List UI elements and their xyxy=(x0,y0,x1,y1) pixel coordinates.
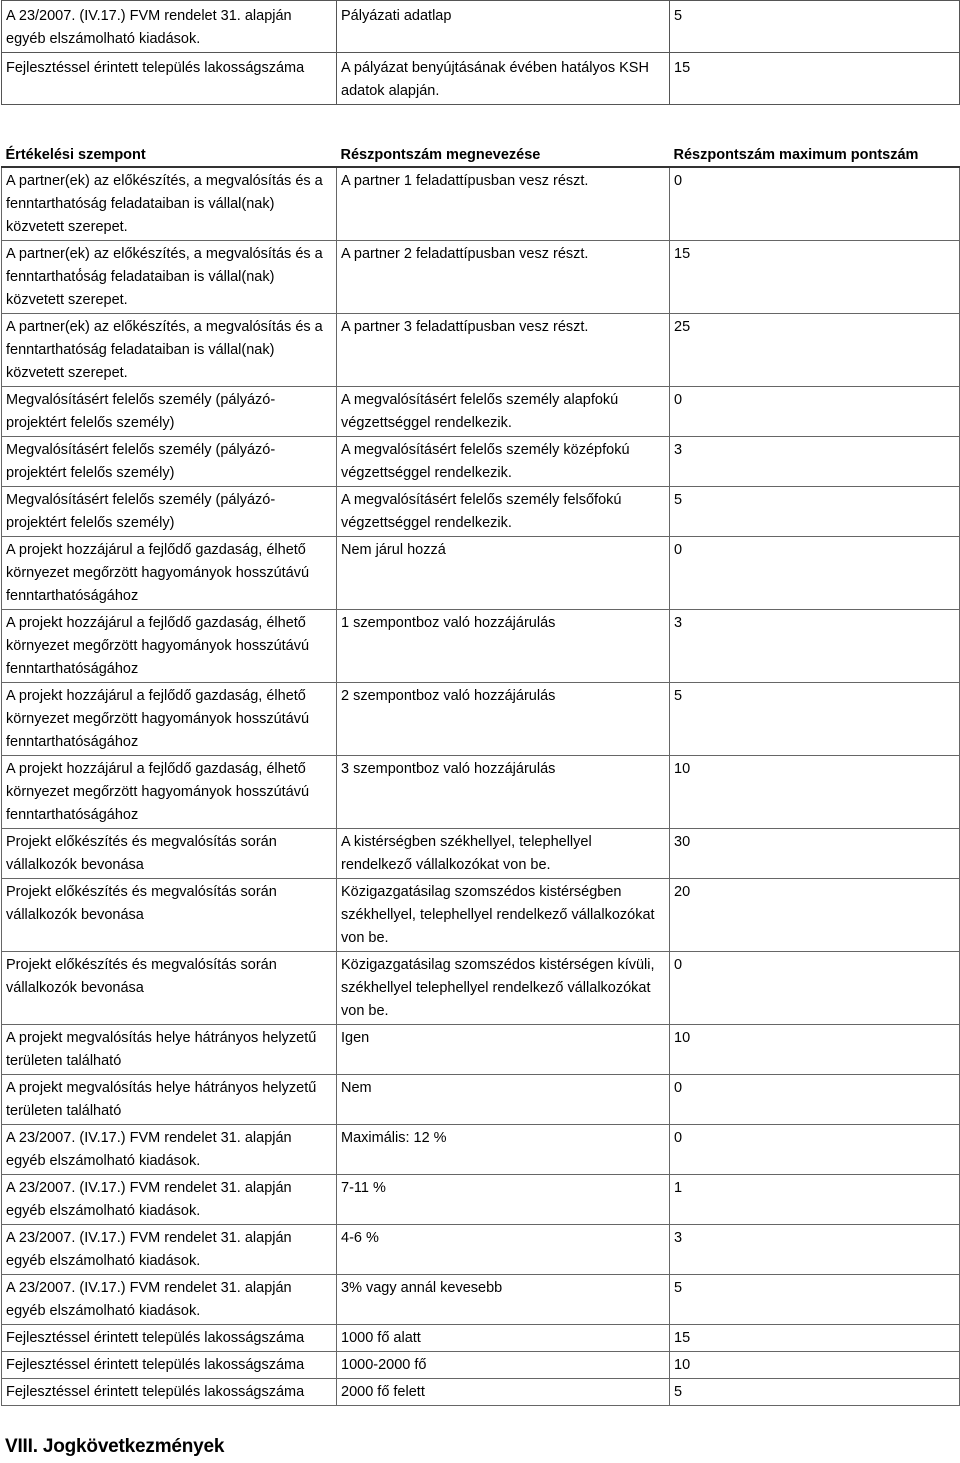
points-cell: 15 xyxy=(670,1325,960,1352)
points-cell: 3 xyxy=(670,1225,960,1275)
criterion-cell: A projekt hozzájárul a fejlődő gazdaság, élhető környezet megőrzött hagyományok hosszútávú fenntarthatóságához xyxy=(2,537,337,610)
table-row xyxy=(2,683,960,756)
table-row xyxy=(2,437,960,487)
description-cell: A pályázat benyújtásának évében hatályos KSH adatok alapján. xyxy=(337,53,670,105)
criterion-cell: Fejlesztéssel érintett település lakosságszáma xyxy=(2,1325,337,1352)
table-row xyxy=(2,829,960,879)
summary-row xyxy=(2,1,960,53)
table-row xyxy=(2,1379,960,1406)
points-cell: 0 xyxy=(670,387,960,437)
subscore-cell: Igen xyxy=(337,1025,670,1075)
table-row xyxy=(2,241,960,314)
points-cell: 0 xyxy=(670,167,960,241)
subscore-cell: 1 szempontboz való hozzájárulás xyxy=(337,610,670,683)
points-cell: 5 xyxy=(670,1379,960,1406)
points-cell: 0 xyxy=(670,1075,960,1125)
table-row xyxy=(2,167,960,241)
table-row xyxy=(2,879,960,952)
subscore-cell: Közigazgatásilag szomszédos kistérségben székhellyel, telephellyel rendelkező vállalkozókat von be. xyxy=(337,879,670,952)
points-cell: 0 xyxy=(670,952,960,1025)
subscore-cell: A megvalósításért felelős személy felsőfokú végzettséggel rendelkezik. xyxy=(337,487,670,537)
points-cell: 5 xyxy=(670,683,960,756)
description-cell: Pályázati adatlap xyxy=(337,1,670,53)
criterion-cell: A projekt megvalósítás helye hátrányos helyzetű területen található xyxy=(2,1075,337,1125)
subscore-cell: 3 szempontboz való hozzájárulás xyxy=(337,756,670,829)
table-row xyxy=(2,610,960,683)
criterion-cell: Projekt előkészítés és megvalósítás során vállalkozók bevonása xyxy=(2,952,337,1025)
points-cell: 0 xyxy=(670,1125,960,1175)
subscore-cell: Közigazgatásilag szomszédos kistérségen kívüli, székhellyel telephellyel rendelkező vállalkozókat von be. xyxy=(337,952,670,1025)
subscore-cell: Maximális: 12 % xyxy=(337,1125,670,1175)
subscore-cell: A partner 3 feladattípusban vesz részt. xyxy=(337,314,670,387)
table-row xyxy=(2,1075,960,1125)
points-cell: 15 xyxy=(670,53,960,105)
subscore-cell: 2 szempontboz való hozzájárulás xyxy=(337,683,670,756)
header-row xyxy=(2,142,960,167)
table-row xyxy=(2,756,960,829)
table-row xyxy=(2,314,960,387)
table-row xyxy=(2,1175,960,1225)
points-cell: 30 xyxy=(670,829,960,879)
table-row xyxy=(2,387,960,437)
points-cell: 5 xyxy=(670,1,960,53)
criterion-cell: A projekt hozzájárul a fejlődő gazdaság, élhető környezet megőrzött hagyományok hosszútávú fenntarthatóságához xyxy=(2,683,337,756)
subscore-cell: A kistérségben székhellyel, telephellyel rendelkező vállalkozókat von be. xyxy=(337,829,670,879)
summary-table xyxy=(1,0,960,105)
criterion-cell: A 23/2007. (IV.17.) FVM rendelet 31. alapján egyéb elszámolható kiadások. xyxy=(2,1225,337,1275)
points-cell: 10 xyxy=(670,756,960,829)
header-subscore-name: Részpontszám megnevezése xyxy=(337,142,670,167)
header-max-points: Részpontszám maximum pontszám xyxy=(670,142,960,167)
summary-table-body xyxy=(2,1,960,105)
scoring-table-header xyxy=(2,142,960,167)
subscore-cell: 1000 fő alatt xyxy=(337,1325,670,1352)
criterion-cell: Fejlesztéssel érintett település lakosságszáma xyxy=(2,1352,337,1379)
scoring-table-body xyxy=(2,167,960,1406)
subscore-cell: 2000 fő felett xyxy=(337,1379,670,1406)
criterion-cell: Megvalósításért felelős személy (pályázó-projektért felelős személy) xyxy=(2,387,337,437)
points-cell: 1 xyxy=(670,1175,960,1225)
points-cell: 15 xyxy=(670,241,960,314)
criterion-cell: A 23/2007. (IV.17.) FVM rendelet 31. alapján egyéb elszámolható kiadások. xyxy=(2,1175,337,1225)
subscore-cell: A partner 2 feladattípusban vesz részt. xyxy=(337,241,670,314)
criterion-cell: A partner(ek) az előkészítés, a megvalósítás és a fenntartható́ság feladataiban is vállal(nak) közvetett szerepet. xyxy=(2,241,337,314)
criterion-cell: A projekt megvalósítás helye hátrányos helyzetű területen található xyxy=(2,1025,337,1075)
table-row xyxy=(2,1025,960,1075)
summary-row xyxy=(2,53,960,105)
scoring-table xyxy=(1,142,960,1406)
subscore-cell: Nem xyxy=(337,1075,670,1125)
subscore-cell: A megvalósításért felelős személy középfokú végzettséggel rendelkezik. xyxy=(337,437,670,487)
table-row xyxy=(2,1352,960,1379)
criterion-cell: Fejlesztéssel érintett település lakosságszáma xyxy=(2,53,337,105)
criterion-cell: A partner(ek) az előkészítés, a megvalósítás és a fenntarthatóság feladataiban is vállal(nak) közvetett szerepet. xyxy=(2,167,337,241)
table-row xyxy=(2,537,960,610)
points-cell: 20 xyxy=(670,879,960,952)
subscore-cell: 4-6 % xyxy=(337,1225,670,1275)
table-row xyxy=(2,1225,960,1275)
points-cell: 3 xyxy=(670,437,960,487)
subscore-cell: A megvalósításért felelős személy alapfokú végzettséggel rendelkezik. xyxy=(337,387,670,437)
subscore-cell: 3% vagy annál kevesebb xyxy=(337,1275,670,1325)
points-cell: 3 xyxy=(670,610,960,683)
subscore-cell: Nem járul hozzá xyxy=(337,537,670,610)
section-heading: VIII. Jogkövetkezmények xyxy=(5,1436,225,1457)
points-cell: 25 xyxy=(670,314,960,387)
points-cell: 10 xyxy=(670,1352,960,1379)
table-row xyxy=(2,952,960,1025)
criterion-cell: A 23/2007. (IV.17.) FVM rendelet 31. alapján egyéb elszámolható kiadások. xyxy=(2,1125,337,1175)
table-row xyxy=(2,1125,960,1175)
subscore-cell: A partner 1 feladattípusban vesz részt. xyxy=(337,167,670,241)
header-criterion: Értékelési szempont xyxy=(2,142,337,167)
criterion-cell: A 23/2007. (IV.17.) FVM rendelet 31. alapján egyéb elszámolható kiadások. xyxy=(2,1275,337,1325)
criterion-cell: A projekt hozzájárul a fejlődő gazdaság, élhető környezet megőrzött hagyományok hosszútávú fenntarthatóságához xyxy=(2,756,337,829)
criterion-cell: Projekt előkészítés és megvalósítás során vállalkozók bevonása xyxy=(2,829,337,879)
criterion-cell: Fejlesztéssel érintett település lakosságszáma xyxy=(2,1379,337,1406)
points-cell: 5 xyxy=(670,1275,960,1325)
table-row xyxy=(2,487,960,537)
table-row xyxy=(2,1275,960,1325)
criterion-cell: A partner(ek) az előkészítés, a megvalósítás és a fenntarthatóság feladataiban is vállal(nak) közvetett szerepet. xyxy=(2,314,337,387)
criterion-cell: A 23/2007. (IV.17.) FVM rendelet 31. alapján egyéb elszámolható kiadások. xyxy=(2,1,337,53)
criterion-cell: Megvalósításért felelős személy (pályázó-projektért felelős személy) xyxy=(2,487,337,537)
criterion-cell: A projekt hozzájárul a fejlődő gazdaság, élhető környezet megőrzött hagyományok hosszútávú fenntarthatóságához xyxy=(2,610,337,683)
table-row xyxy=(2,1325,960,1352)
criterion-cell: Projekt előkészítés és megvalósítás során vállalkozók bevonása xyxy=(2,879,337,952)
points-cell: 10 xyxy=(670,1025,960,1075)
subscore-cell: 7-11 % xyxy=(337,1175,670,1225)
points-cell: 0 xyxy=(670,537,960,610)
points-cell: 5 xyxy=(670,487,960,537)
subscore-cell: 1000-2000 fő xyxy=(337,1352,670,1379)
criterion-cell: Megvalósításért felelős személy (pályázó-projektért felelős személy) xyxy=(2,437,337,487)
